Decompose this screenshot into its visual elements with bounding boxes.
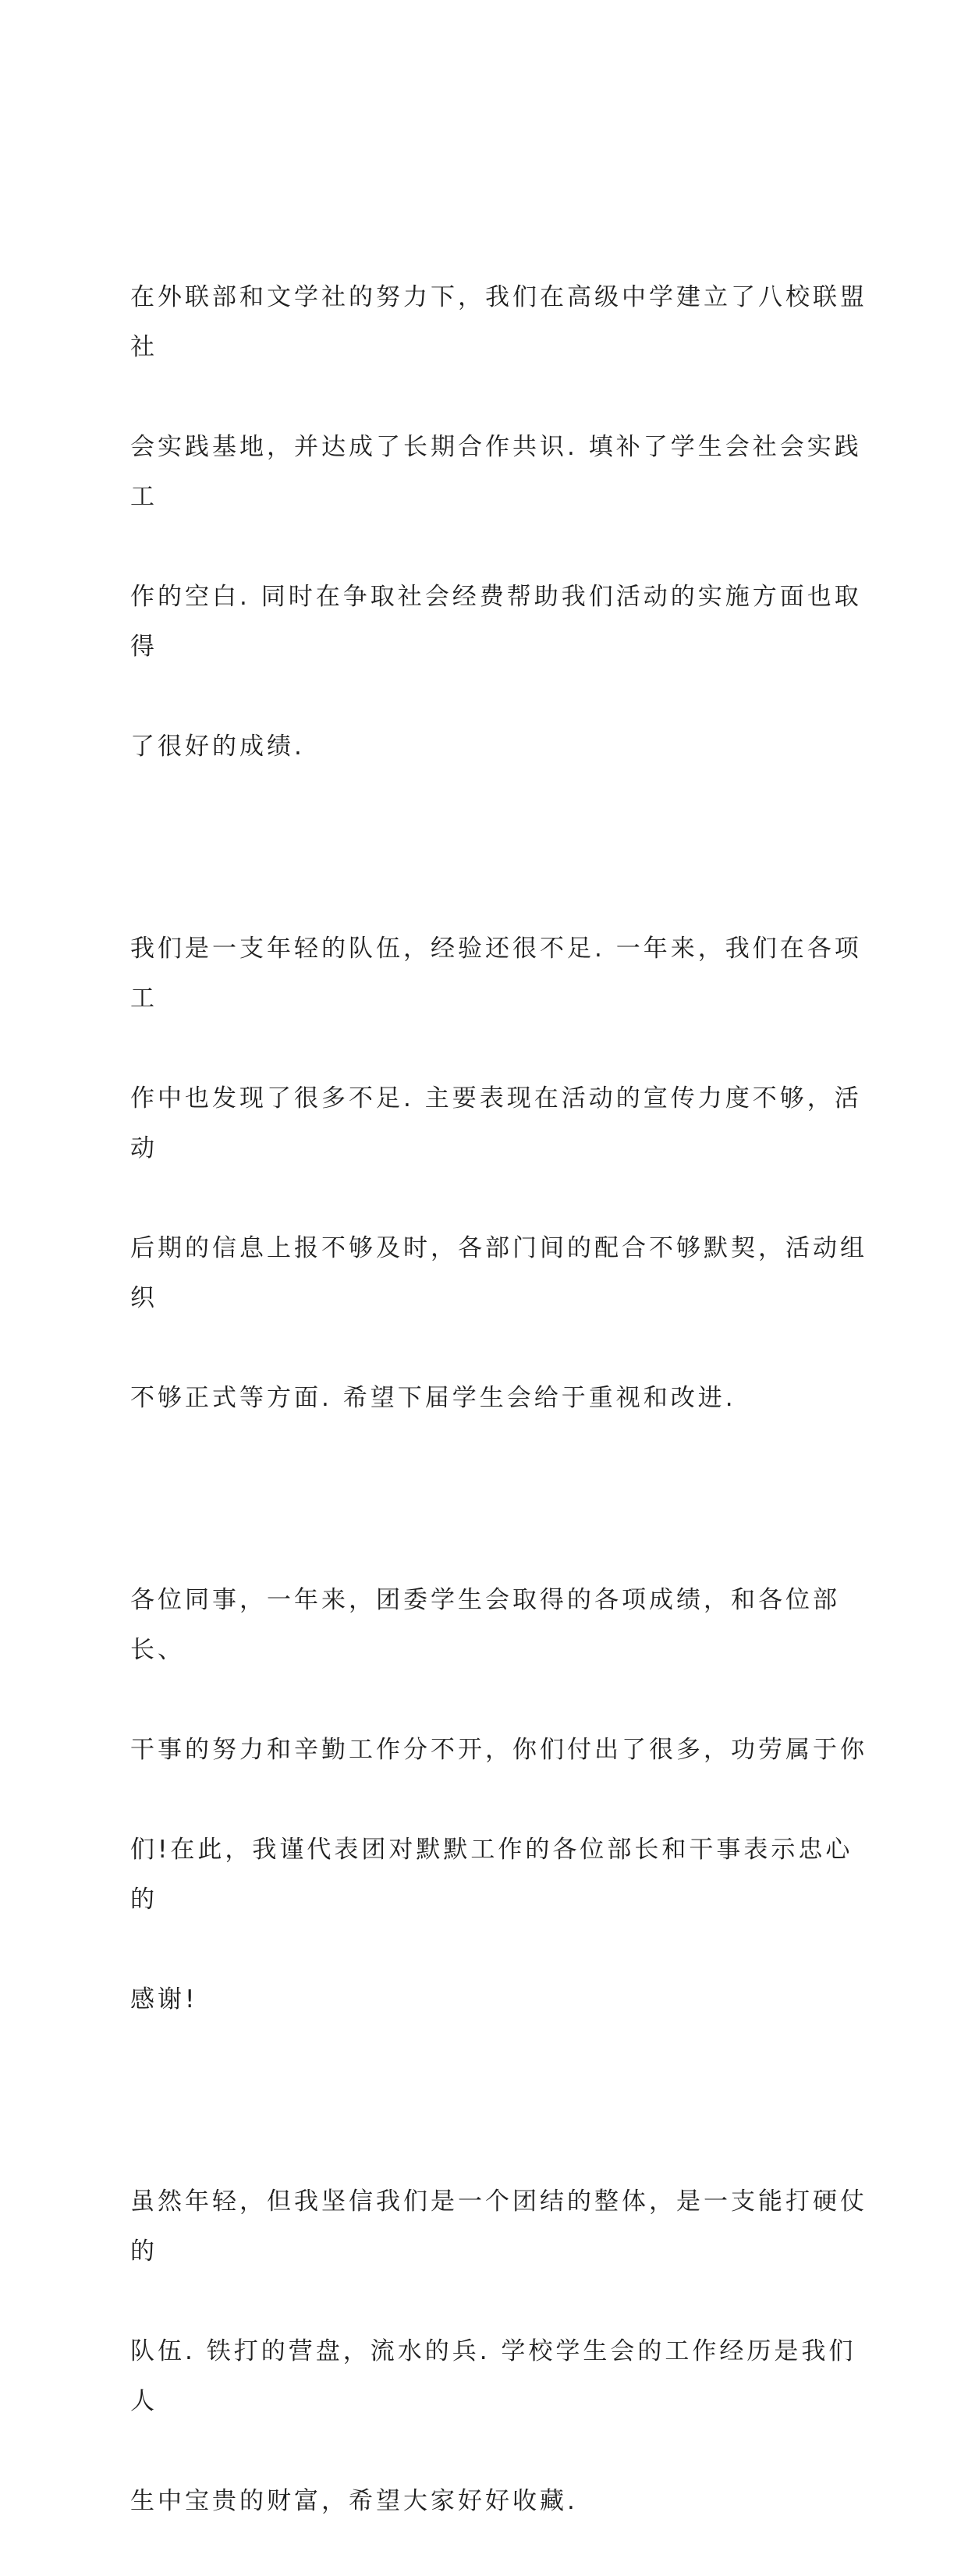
text-line: 们!在此，我谨代表团对默默工作的各位部长和干事表示忠心的 — [130, 1836, 853, 1914]
text-line: 后期的信息上报不够及时，各部门间的配合不够默契，活动组织 — [130, 1234, 867, 1312]
text-line: 队伍. 铁打的营盘，流水的兵. 学校学生会的工作经历是我们人 — [130, 2337, 856, 2415]
text-line: 不够正式等方面. 希望下届学生会给于重视和改进. — [130, 1384, 736, 1412]
text-line: 作的空白. 同时在争取社会经费帮助我们活动的实施方面也取得 — [130, 583, 862, 661]
text-line: 生中宝贵的财富，希望大家好好收藏. — [130, 2487, 578, 2515]
paragraph — [130, 2127, 867, 2576]
text-line: 干事的努力和辛勤工作分不开，你们付出了很多，功劳属于你 — [130, 1736, 867, 1764]
text-line: 虽然年轻，但我坚信我们是一个团结的整体，是一支能打硬仗的 — [130, 2187, 867, 2266]
paragraph-spacer — [130, 1473, 867, 1525]
text-line: 感谢! — [130, 1985, 198, 2014]
text-line: 我们是一支年轻的队伍，经验还很不足. 一年来，我们在各项工 — [130, 935, 862, 1013]
text-line: 了很好的成绩. — [130, 733, 305, 761]
text-line: 在外联部和文学社的努力下，我们在高级中学建立了八校联盟社 — [130, 283, 867, 361]
text-line: 作中也发现了很多不足. 主要表现在活动的宣传力度不够，活动 — [130, 1084, 862, 1162]
paragraph — [130, 222, 867, 821]
paragraph — [130, 1525, 867, 2074]
paragraph-spacer — [130, 2074, 867, 2127]
document-body — [130, 222, 867, 2576]
paragraph-spacer — [130, 821, 867, 874]
paragraph — [130, 874, 867, 1473]
text-line: 会实践基地，并达成了长期合作共识. 填补了学生会社会实践工 — [130, 433, 862, 511]
text-line: 各位同事，一年来，团委学生会取得的各项成绩，和各位部长、 — [130, 1586, 840, 1664]
